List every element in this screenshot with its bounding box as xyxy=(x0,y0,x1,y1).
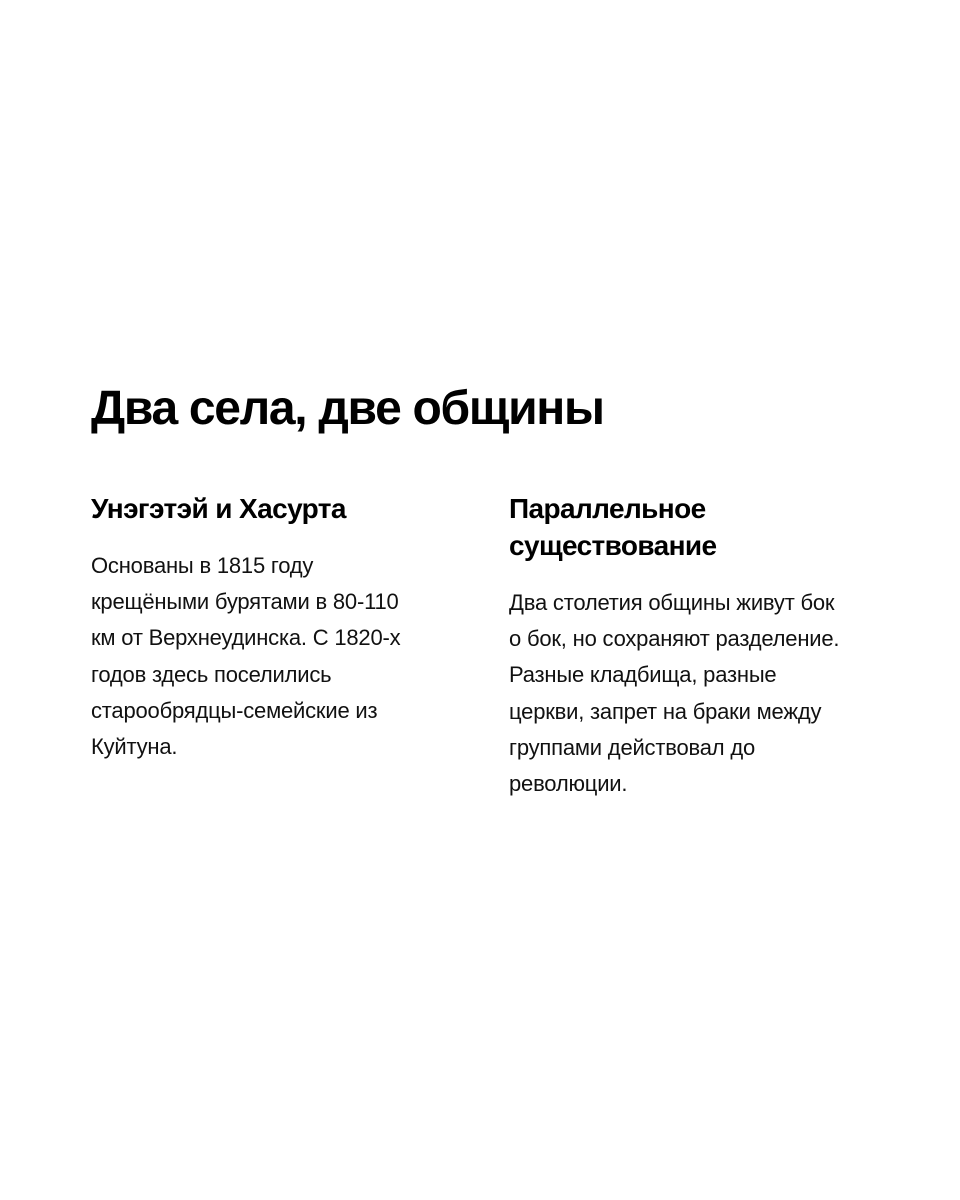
body-line: годов здесь поселились xyxy=(91,661,332,687)
section-heading-line: Параллельное xyxy=(509,493,706,524)
section-heading-line: существование xyxy=(509,530,717,561)
body-line: Разные кладбища, разные xyxy=(509,662,777,688)
body-line: революции. xyxy=(509,771,628,797)
section-parallel-existence xyxy=(509,490,881,802)
body-line: Основаны в 1815 году xyxy=(91,553,314,578)
body-line: группами действовал до xyxy=(509,734,756,760)
section-heading xyxy=(509,490,881,564)
section-heading xyxy=(91,490,441,527)
body-line: км от Верхнеудинска. С 1820-х xyxy=(91,625,401,651)
body-line: церкви, запрет на браки между xyxy=(509,698,822,724)
section-body xyxy=(91,548,441,765)
page-title: Два села, две общины xyxy=(91,382,604,435)
section-body xyxy=(509,585,881,802)
body-line: старообрядцы-семейские из xyxy=(91,697,378,723)
body-line: крещёными бурятами в 80-110 xyxy=(91,589,399,615)
body-line: Два столетия общины живут бок xyxy=(509,590,835,615)
body-line: о бок, но сохраняют разделение. xyxy=(509,626,840,652)
section-heading-line: Унэгэтэй и Хасурта xyxy=(91,493,346,524)
section-unegetei-hasurta xyxy=(91,490,441,765)
body-line: Куйтуна. xyxy=(91,734,178,760)
